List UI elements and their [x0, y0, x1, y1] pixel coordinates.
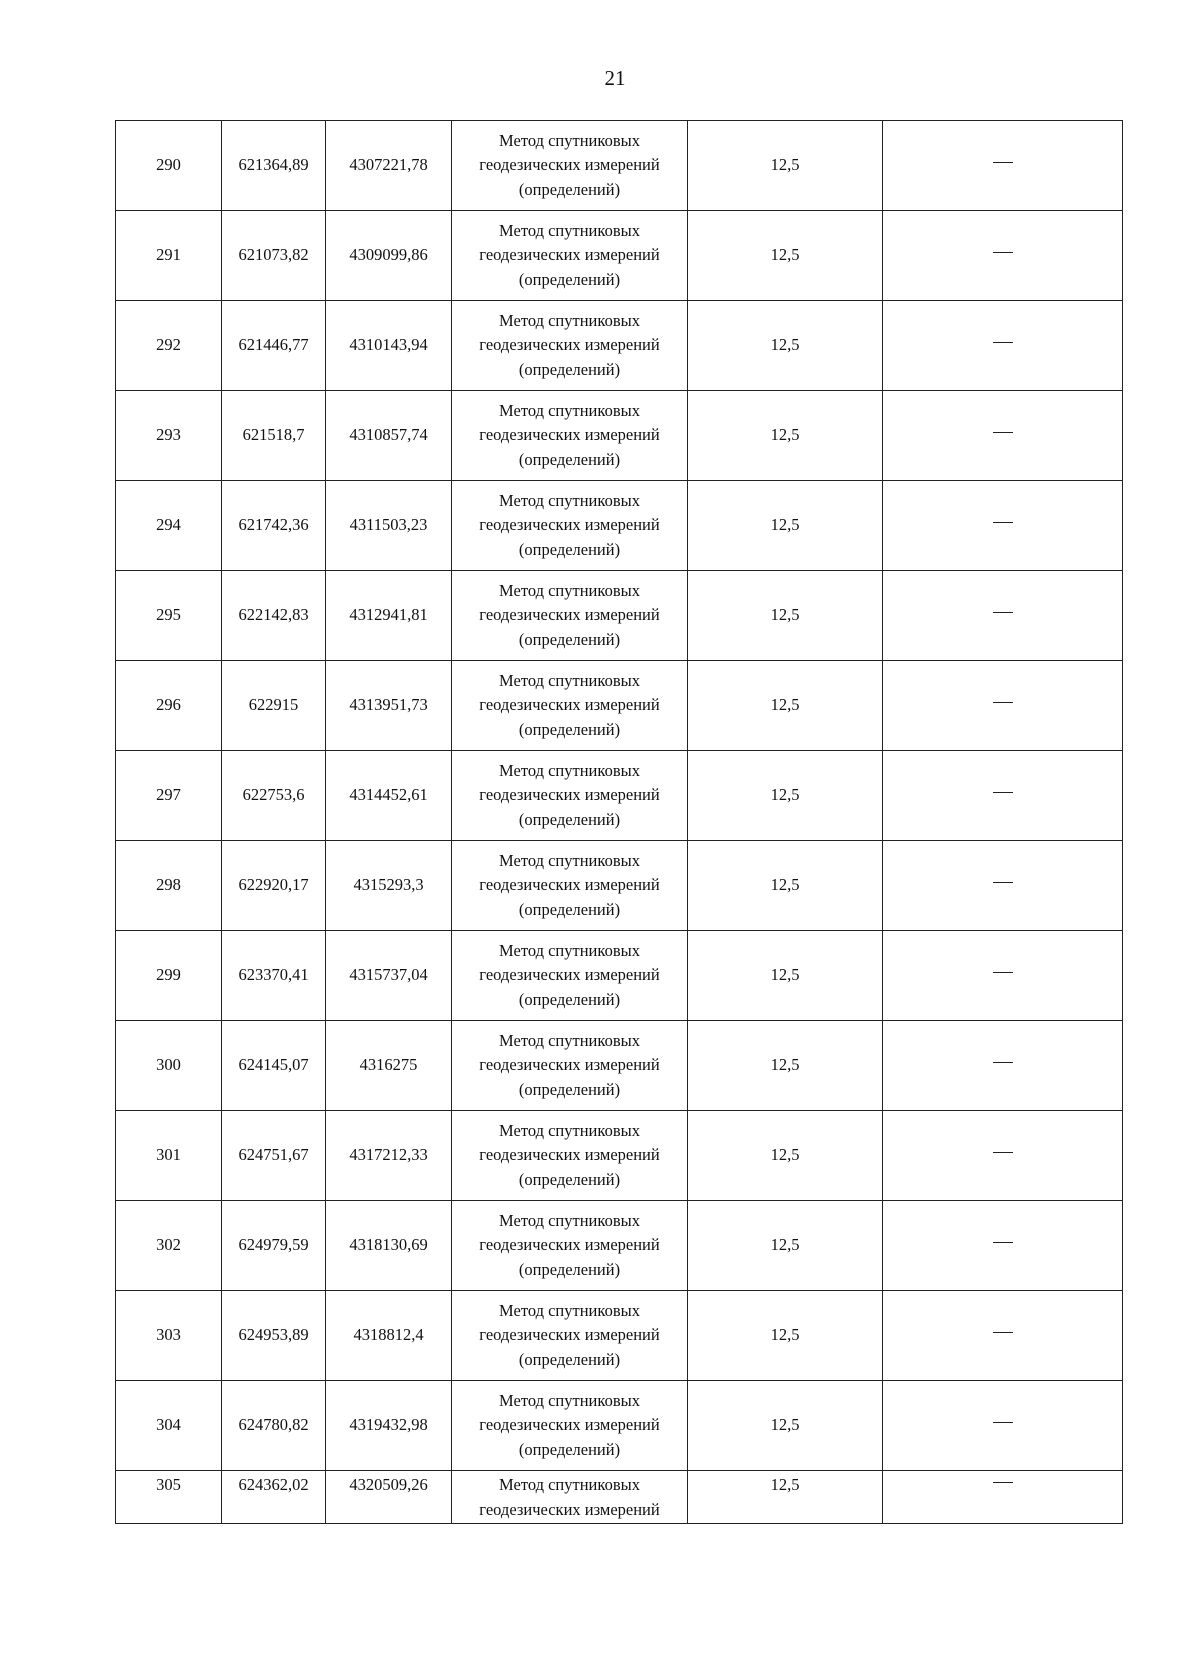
method-line: геодезических измерений — [479, 605, 660, 625]
accuracy-cell: 12,5 — [688, 571, 883, 661]
method-line: геодезических измерений — [479, 1055, 660, 1075]
dash-mark — [993, 522, 1013, 523]
method-line: (определений) — [518, 269, 621, 289]
dash-mark — [993, 162, 1013, 163]
method-cell — [452, 931, 688, 1021]
point-number-cell: 303 — [116, 1291, 222, 1381]
method-line: геодезических измерений — [479, 965, 660, 985]
table-row — [116, 481, 1123, 571]
method-cell — [452, 391, 688, 481]
table-row — [116, 391, 1123, 481]
note-cell — [883, 1291, 1123, 1381]
note-cell — [883, 1471, 1123, 1524]
method-line: геодезических измерений — [479, 695, 660, 715]
x-coordinate-cell: 624979,59 — [222, 1201, 326, 1291]
table-row — [116, 931, 1123, 1021]
accuracy-cell: 12,5 — [688, 661, 883, 751]
table-body — [116, 121, 1123, 1524]
y-coordinate-cell: 4313951,73 — [326, 661, 452, 751]
table-row — [116, 1021, 1123, 1111]
accuracy-cell: 12,5 — [688, 1111, 883, 1201]
method-line: (определений) — [518, 629, 621, 649]
y-coordinate-cell: 4312941,81 — [326, 571, 452, 661]
method-line: геодезических измерений — [479, 515, 660, 535]
method-line: Метод спутниковых — [499, 400, 640, 420]
point-number-cell: 297 — [116, 751, 222, 841]
point-number-cell: 301 — [116, 1111, 222, 1201]
y-coordinate-cell: 4320509,26 — [326, 1471, 452, 1524]
method-line: (определений) — [518, 989, 621, 1009]
method-cell — [452, 661, 688, 751]
x-coordinate-cell: 621073,82 — [222, 211, 326, 301]
dash-mark — [993, 702, 1013, 703]
accuracy-cell: 12,5 — [688, 1381, 883, 1471]
y-coordinate-cell: 4318812,4 — [326, 1291, 452, 1381]
coordinates-table — [115, 120, 1123, 1524]
method-line: (определений) — [518, 899, 621, 919]
method-line: Метод спутниковых — [499, 760, 640, 780]
method-line: Метод спутниковых — [499, 130, 640, 150]
method-cell — [452, 211, 688, 301]
y-coordinate-cell: 4315293,3 — [326, 841, 452, 931]
table-row — [116, 1291, 1123, 1381]
method-line: Метод спутниковых — [499, 1030, 640, 1050]
point-number-cell: 300 — [116, 1021, 222, 1111]
y-coordinate-cell: 4310143,94 — [326, 301, 452, 391]
note-cell — [883, 1201, 1123, 1291]
table-row — [116, 571, 1123, 661]
accuracy-cell: 12,5 — [688, 121, 883, 211]
method-cell — [452, 1201, 688, 1291]
table-row — [116, 211, 1123, 301]
method-line: геодезических измерений — [479, 1499, 660, 1519]
dash-mark — [993, 1482, 1013, 1483]
method-line: геодезических измерений — [479, 245, 660, 265]
method-cell — [452, 751, 688, 841]
dash-mark — [993, 252, 1013, 253]
dash-mark — [993, 792, 1013, 793]
y-coordinate-cell: 4319432,98 — [326, 1381, 452, 1471]
method-line: геодезических измерений — [479, 425, 660, 445]
method-line: Метод спутниковых — [499, 1210, 640, 1230]
dash-mark — [993, 1242, 1013, 1243]
method-cell — [452, 1111, 688, 1201]
method-line: геодезических измерений — [479, 1235, 660, 1255]
method-line: геодезических измерений — [479, 875, 660, 895]
accuracy-cell: 12,5 — [688, 1201, 883, 1291]
method-cell — [452, 1471, 688, 1524]
method-line: (определений) — [518, 539, 621, 559]
y-coordinate-cell: 4315737,04 — [326, 931, 452, 1021]
method-line: геодезических измерений — [479, 335, 660, 355]
table-row — [116, 121, 1123, 211]
note-cell — [883, 1381, 1123, 1471]
method-cell — [452, 481, 688, 571]
x-coordinate-cell: 624953,89 — [222, 1291, 326, 1381]
point-number-cell: 304 — [116, 1381, 222, 1471]
method-line: геодезических измерений — [479, 785, 660, 805]
accuracy-cell: 12,5 — [688, 1291, 883, 1381]
note-cell — [883, 211, 1123, 301]
x-coordinate-cell: 624362,02 — [222, 1471, 326, 1524]
x-coordinate-cell: 622920,17 — [222, 841, 326, 931]
note-cell — [883, 1111, 1123, 1201]
x-coordinate-cell: 624145,07 — [222, 1021, 326, 1111]
method-line: Метод спутниковых — [499, 490, 640, 510]
method-line: (определений) — [518, 1079, 621, 1099]
method-cell — [452, 1381, 688, 1471]
dash-mark — [993, 1422, 1013, 1423]
accuracy-cell: 12,5 — [688, 211, 883, 301]
table-row — [116, 1471, 1123, 1524]
accuracy-cell: 12,5 — [688, 931, 883, 1021]
dash-mark — [993, 1152, 1013, 1153]
y-coordinate-cell: 4314452,61 — [326, 751, 452, 841]
point-number-cell: 302 — [116, 1201, 222, 1291]
point-number-cell: 293 — [116, 391, 222, 481]
method-line: геодезических измерений — [479, 1415, 660, 1435]
point-number-cell: 296 — [116, 661, 222, 751]
y-coordinate-cell: 4317212,33 — [326, 1111, 452, 1201]
x-coordinate-cell: 621364,89 — [222, 121, 326, 211]
method-line: геодезических измерений — [479, 155, 660, 175]
method-line: Метод спутниковых — [499, 1120, 640, 1140]
table-row — [116, 841, 1123, 931]
y-coordinate-cell: 4307221,78 — [326, 121, 452, 211]
accuracy-cell: 12,5 — [688, 841, 883, 931]
accuracy-cell: 12,5 — [688, 481, 883, 571]
method-line: Метод спутниковых — [499, 220, 640, 240]
x-coordinate-cell: 621742,36 — [222, 481, 326, 571]
method-line: (определений) — [518, 809, 621, 829]
x-coordinate-cell: 622915 — [222, 661, 326, 751]
note-cell — [883, 121, 1123, 211]
point-number-cell: 299 — [116, 931, 222, 1021]
dash-mark — [993, 612, 1013, 613]
point-number-cell: 291 — [116, 211, 222, 301]
method-line: (определений) — [518, 719, 621, 739]
method-cell — [452, 121, 688, 211]
note-cell — [883, 661, 1123, 751]
point-number-cell: 290 — [116, 121, 222, 211]
method-line: (определений) — [518, 359, 621, 379]
method-line: Метод спутниковых — [499, 1475, 640, 1494]
note-cell — [883, 391, 1123, 481]
method-line: Метод спутниковых — [499, 1390, 640, 1410]
dash-mark — [993, 1332, 1013, 1333]
x-coordinate-cell: 623370,41 — [222, 931, 326, 1021]
note-cell — [883, 931, 1123, 1021]
point-number-cell: 292 — [116, 301, 222, 391]
method-cell — [452, 301, 688, 391]
accuracy-cell: 12,5 — [688, 391, 883, 481]
table-row — [116, 751, 1123, 841]
method-line: (определений) — [518, 1169, 621, 1189]
dash-mark — [993, 1062, 1013, 1063]
x-coordinate-cell: 621446,77 — [222, 301, 326, 391]
table-row — [116, 661, 1123, 751]
y-coordinate-cell: 4318130,69 — [326, 1201, 452, 1291]
x-coordinate-cell: 621518,7 — [222, 391, 326, 481]
method-line: Метод спутниковых — [499, 940, 640, 960]
y-coordinate-cell: 4310857,74 — [326, 391, 452, 481]
table-row — [116, 1381, 1123, 1471]
method-line: (определений) — [518, 1349, 621, 1369]
note-cell — [883, 841, 1123, 931]
dash-mark — [993, 882, 1013, 883]
y-coordinate-cell: 4316275 — [326, 1021, 452, 1111]
x-coordinate-cell: 624780,82 — [222, 1381, 326, 1471]
point-number-cell: 305 — [116, 1471, 222, 1524]
note-cell — [883, 301, 1123, 391]
method-line: (определений) — [518, 1259, 621, 1279]
method-line: (определений) — [518, 449, 621, 469]
method-line: Метод спутниковых — [499, 850, 640, 870]
method-line: Метод спутниковых — [499, 310, 640, 330]
x-coordinate-cell: 622142,83 — [222, 571, 326, 661]
accuracy-cell: 12,5 — [688, 301, 883, 391]
accuracy-cell: 12,5 — [688, 751, 883, 841]
method-line: геодезических измерений — [479, 1145, 660, 1165]
dash-mark — [993, 342, 1013, 343]
method-cell — [452, 571, 688, 661]
method-cell — [452, 841, 688, 931]
method-line: (определений) — [518, 1439, 621, 1459]
table-row — [116, 1201, 1123, 1291]
method-line: (определений) — [518, 179, 621, 199]
table-row — [116, 1111, 1123, 1201]
dash-mark — [993, 432, 1013, 433]
method-line: геодезических измерений — [479, 1325, 660, 1345]
x-coordinate-cell: 624751,67 — [222, 1111, 326, 1201]
y-coordinate-cell: 4309099,86 — [326, 211, 452, 301]
method-cell — [452, 1291, 688, 1381]
note-cell — [883, 1021, 1123, 1111]
note-cell — [883, 751, 1123, 841]
table-row — [116, 301, 1123, 391]
method-line: Метод спутниковых — [499, 670, 640, 690]
page-number: 21 — [604, 66, 626, 90]
note-cell — [883, 481, 1123, 571]
accuracy-cell: 12,5 — [688, 1021, 883, 1111]
x-coordinate-cell: 622753,6 — [222, 751, 326, 841]
dash-mark — [993, 972, 1013, 973]
method-cell — [452, 1021, 688, 1111]
method-line: Метод спутниковых — [499, 580, 640, 600]
method-line: Метод спутниковых — [499, 1300, 640, 1320]
point-number-cell: 295 — [116, 571, 222, 661]
point-number-cell: 294 — [116, 481, 222, 571]
accuracy-cell: 12,5 — [688, 1471, 883, 1524]
y-coordinate-cell: 4311503,23 — [326, 481, 452, 571]
point-number-cell: 298 — [116, 841, 222, 931]
note-cell — [883, 571, 1123, 661]
